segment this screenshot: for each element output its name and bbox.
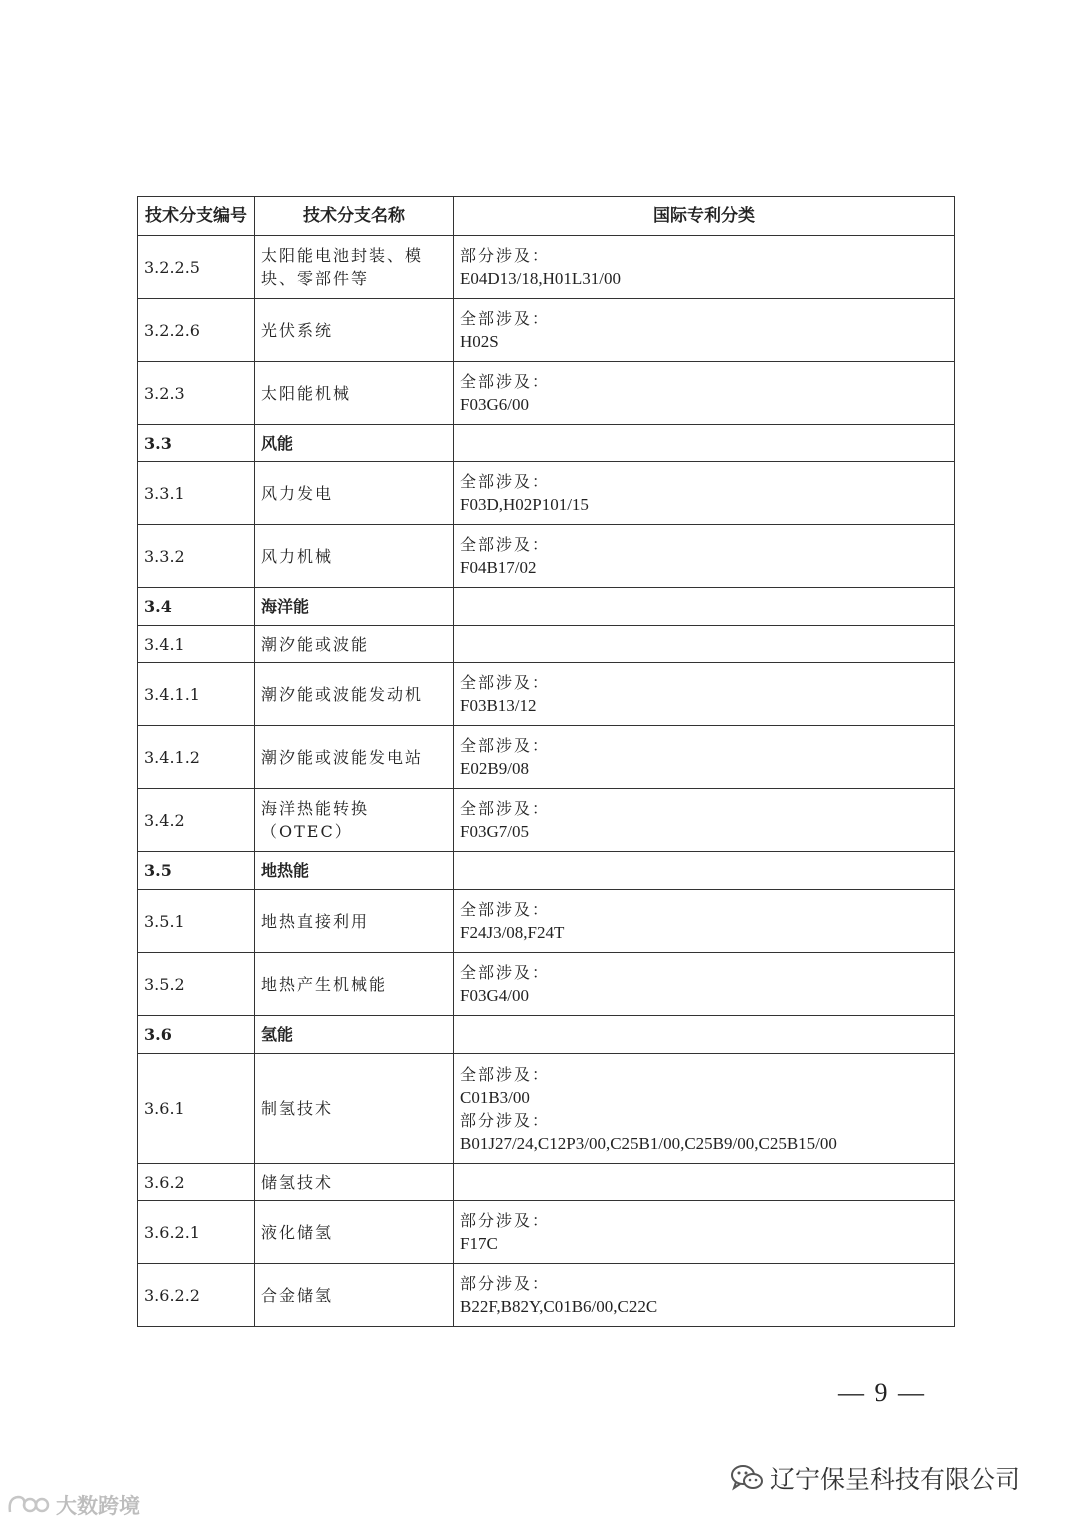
ipc-codes: F24J3/08,F24T xyxy=(460,923,565,942)
ipc-codes: E04D13/18,H01L31/00 xyxy=(460,269,622,288)
branch-name: 海洋能 xyxy=(255,588,454,626)
ipc-codes: F04B17/02 xyxy=(460,558,537,577)
ipc-classification xyxy=(454,953,955,1016)
header-name: 技术分支名称 xyxy=(255,197,454,236)
branch-name: 地热产生机械能 xyxy=(255,953,454,1016)
branch-name: 潮汐能或波能 xyxy=(255,626,454,663)
branch-name: 光伏系统 xyxy=(255,299,454,362)
branch-code: 3.5.1 xyxy=(138,890,255,953)
table-row xyxy=(138,1264,955,1327)
ipc-classification xyxy=(454,1016,955,1054)
branch-name: 风力机械 xyxy=(255,525,454,588)
branch-name: 氢能 xyxy=(255,1016,454,1054)
section-row xyxy=(138,588,955,626)
section-row xyxy=(138,852,955,890)
ipc-classification xyxy=(454,588,955,626)
ipc-classification xyxy=(454,663,955,726)
header-ipc: 国际专利分类 xyxy=(454,197,955,236)
ipc-codes: C01B3/00 xyxy=(460,1087,530,1107)
wechat-icon xyxy=(730,1463,764,1493)
table-row xyxy=(138,1054,955,1164)
branch-code: 3.6.2 xyxy=(138,1164,255,1201)
table-row xyxy=(138,626,955,663)
ipc-scope-label: 部分涉及： xyxy=(460,1110,551,1130)
ipc-scope-label: 全部涉及： xyxy=(460,736,551,755)
branch-code: 3.6.1 xyxy=(138,1054,255,1164)
ipc-classification xyxy=(454,1164,955,1201)
branch-name: 太阳能电池封装、模块、零部件等 xyxy=(255,236,454,299)
branch-name: 地热直接利用 xyxy=(255,890,454,953)
table-row xyxy=(138,1164,955,1201)
branch-name: 地热能 xyxy=(255,852,454,890)
ipc-classification xyxy=(454,525,955,588)
branch-code: 3.3.2 xyxy=(138,525,255,588)
ipc-scope-label: 全部涉及： xyxy=(460,309,551,328)
brand-logo-icon xyxy=(6,1492,50,1518)
branch-code: 3.5 xyxy=(138,852,255,890)
branch-code: 3.2.3 xyxy=(138,362,255,425)
ipc-scope-label: 全部涉及： xyxy=(460,673,551,692)
ipc-scope-label: 全部涉及： xyxy=(460,799,551,818)
ipc-scope-label: 全部涉及： xyxy=(460,472,551,491)
ipc-codes: B01J27/24,C12P3/00,C25B1/00,C25B9/00,C25B15/00 xyxy=(460,1133,837,1153)
ipc-codes: F03D,H02P101/15 xyxy=(460,495,589,514)
ipc-codes: H02S xyxy=(460,332,499,351)
ipc-scope-label: 全部涉及： xyxy=(460,963,551,982)
branch-name: 潮汐能或波能发动机 xyxy=(255,663,454,726)
branch-code: 3.6.2.2 xyxy=(138,1264,255,1327)
ipc-classification xyxy=(454,299,955,362)
ipc-classification xyxy=(454,1054,955,1164)
ipc-scope-label: 全部涉及： xyxy=(460,900,551,919)
ipc-classification xyxy=(454,1264,955,1327)
patent-classification-table xyxy=(137,196,955,1327)
branch-code: 3.5.2 xyxy=(138,953,255,1016)
branch-name: 制氢技术 xyxy=(255,1054,454,1164)
ipc-classification xyxy=(454,236,955,299)
header-code: 技术分支编号 xyxy=(138,197,255,236)
table-row xyxy=(138,890,955,953)
branch-code: 3.6.2.1 xyxy=(138,1201,255,1264)
branch-name: 储氢技术 xyxy=(255,1164,454,1201)
branch-code: 3.3 xyxy=(138,425,255,462)
branch-code: 3.4.1.2 xyxy=(138,726,255,789)
table-row xyxy=(138,789,955,852)
page-number: — 9 — xyxy=(838,1378,926,1407)
branch-name: 海洋热能转换（OTEC） xyxy=(255,789,454,852)
brand-watermark xyxy=(6,1490,140,1520)
branch-name: 潮汐能或波能发电站 xyxy=(255,726,454,789)
branch-name: 风能 xyxy=(255,425,454,462)
ipc-codes: B22F,B82Y,C01B6/00,C22C xyxy=(460,1297,658,1316)
ipc-codes: F03G4/00 xyxy=(460,986,529,1005)
branch-name: 合金储氢 xyxy=(255,1264,454,1327)
ipc-codes: F17C xyxy=(460,1234,498,1253)
brand-watermark-text: 大数跨境 xyxy=(56,1494,140,1518)
table-row xyxy=(138,663,955,726)
branch-code: 3.2.2.6 xyxy=(138,299,255,362)
table-row xyxy=(138,726,955,789)
ipc-codes: F03G6/00 xyxy=(460,395,529,414)
branch-code: 3.4.2 xyxy=(138,789,255,852)
ipc-scope-label: 全部涉及： xyxy=(460,535,551,554)
branch-name: 太阳能机械 xyxy=(255,362,454,425)
ipc-codes: F03G7/05 xyxy=(460,822,529,841)
table-row xyxy=(138,525,955,588)
ipc-classification xyxy=(454,362,955,425)
branch-code: 3.4.1.1 xyxy=(138,663,255,726)
ipc-classification xyxy=(454,852,955,890)
branch-code: 3.4 xyxy=(138,588,255,626)
table-header-row xyxy=(138,197,955,236)
wechat-account-name: 辽宁保呈科技有限公司 xyxy=(770,1465,1021,1494)
ipc-classification xyxy=(454,890,955,953)
branch-code: 3.6 xyxy=(138,1016,255,1054)
ipc-classification xyxy=(454,626,955,663)
branch-name: 风力发电 xyxy=(255,462,454,525)
wechat-watermark xyxy=(730,1462,1020,1494)
ipc-classification xyxy=(454,726,955,789)
table-row xyxy=(138,953,955,1016)
ipc-classification xyxy=(454,1201,955,1264)
ipc-scope-label: 全部涉及： xyxy=(460,1064,551,1084)
ipc-scope-label: 部分涉及： xyxy=(460,1274,551,1293)
branch-code: 3.3.1 xyxy=(138,462,255,525)
table-row xyxy=(138,299,955,362)
section-row xyxy=(138,1016,955,1054)
branch-code: 3.2.2.5 xyxy=(138,236,255,299)
ipc-codes: E02B9/08 xyxy=(460,759,529,778)
ipc-classification xyxy=(454,789,955,852)
ipc-scope-label: 部分涉及： xyxy=(460,1211,551,1230)
branch-code: 3.4.1 xyxy=(138,626,255,663)
ipc-classification xyxy=(454,425,955,462)
branch-name: 液化储氢 xyxy=(255,1201,454,1264)
section-row xyxy=(138,425,955,462)
table-row xyxy=(138,462,955,525)
table-row xyxy=(138,1201,955,1264)
ipc-scope-label: 全部涉及： xyxy=(460,372,551,391)
table-row xyxy=(138,362,955,425)
table-body xyxy=(138,236,955,1327)
ipc-codes: F03B13/12 xyxy=(460,696,537,715)
ipc-scope-label: 部分涉及： xyxy=(460,246,551,265)
ipc-classification xyxy=(454,462,955,525)
table-row xyxy=(138,236,955,299)
